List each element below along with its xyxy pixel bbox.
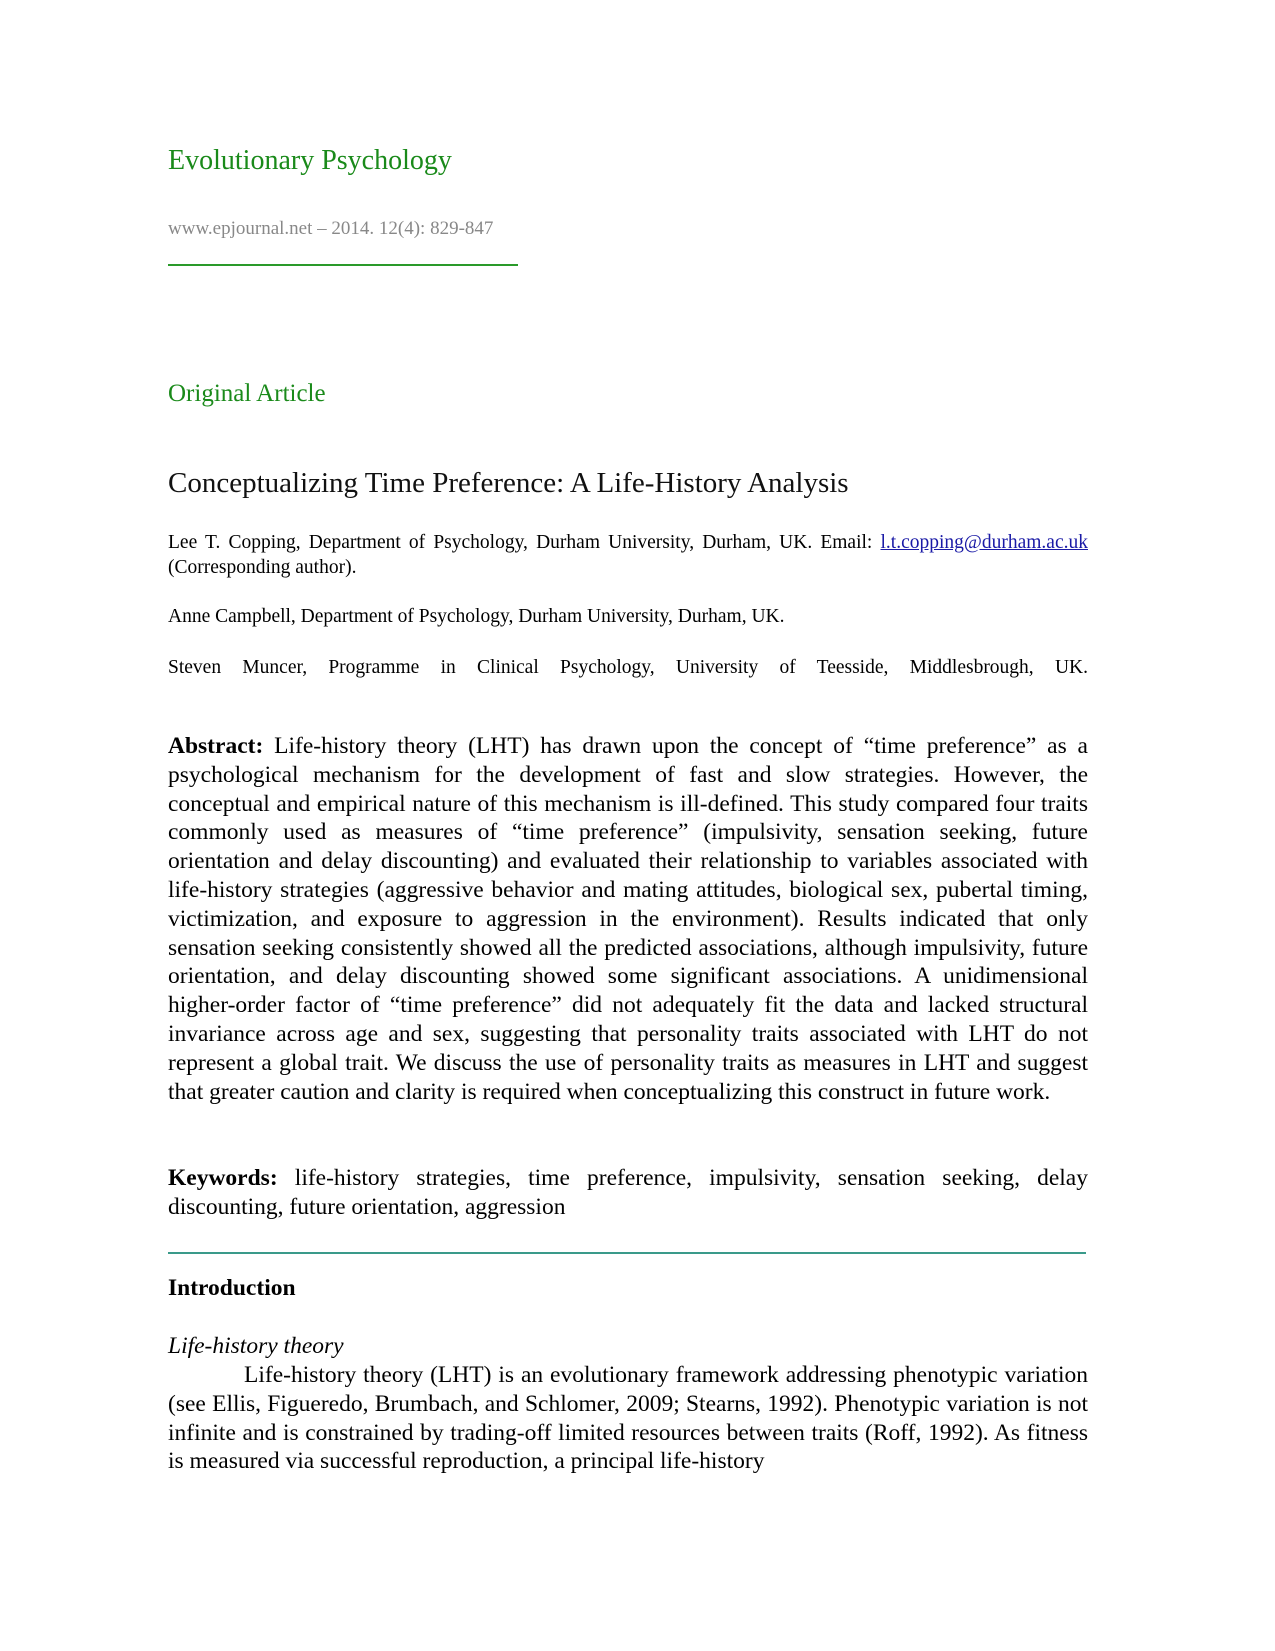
keywords-block (168, 1164, 1088, 1222)
header-divider (168, 264, 518, 266)
author-1-email-link[interactable]: l.t.copping@durham.ac.uk (880, 532, 1088, 553)
article-type-label: Original Article (168, 380, 326, 407)
journal-citation: www.epjournal.net – 2014. 12(4): 829-847 (168, 218, 494, 239)
keywords-label: Keywords: (168, 1165, 278, 1191)
introduction-paragraph: Life-history theory (LHT) is an evolutionary framework addressing phenotypic variation (see Ellis, Figueredo, Brumbach, and Schlomer, 2009; Stearns, 1992). Phenotypic variation is not infinite and is constrained by trading-off limited resources between traits (Roff, 1992). As fitness is measured via successful reproduction, a principal life-history (168, 1362, 1088, 1475)
author-affiliation-1 (168, 530, 1088, 580)
author-1-note: (Corresponding author). (168, 557, 357, 578)
abstract-text: Life-history theory (LHT) has drawn upon the concept of “time preference” as a psychological mechanism for the development of fast and slow strategies. However, the conceptual and empirical nature of this mechanism is ill-defined. This study compared four traits commonly used as measures of “time preference” (impulsivity, sensation seeking, future orientation and delay discounting) and evaluated their relationship to variables associated with life-history strategies (aggressive behavior and mating attitudes, biological sex, pubertal timing, victimization, and exposure to aggression in the environment). Results indicated that only sensation seeking consistently showed all the predicted associations, although impulsivity, future orientation, and delay discounting showed some significant associations. A unidimensional higher-order factor of “time preference” did not adequately fit the data and lacked structural invariance across age and sex, suggesting that personality traits associated with LHT do not represent a global trait. We discuss the use of personality traits as measures in LHT and suggest that greater caution and clarity is required when conceptualizing this construct in future work. (168, 733, 1088, 1105)
author-affiliation-2: Anne Campbell, Department of Psychology, Durham University, Durham, UK. (168, 606, 785, 627)
abstract-block (168, 732, 1088, 1106)
journal-title: Evolutionary Psychology (168, 145, 452, 176)
author-affiliation-3: Steven Muncer, Programme in Clinical Psychology, University of Teesside, Middlesbrough, UK. (168, 657, 1088, 678)
article-title: Conceptualizing Time Preference: A Life-History Analysis (168, 467, 849, 499)
author-1-text: Lee T. Copping, Department of Psychology, Durham University, Durham, UK. Email: (168, 532, 873, 553)
section-divider (168, 1252, 1086, 1254)
abstract-label: Abstract: (168, 733, 264, 759)
life-history-theory-subheading: Life-history theory (168, 1333, 344, 1359)
keywords-text: life-history strategies, time preference, impulsivity, sensation seeking, delay discounting, future orientation, aggression (168, 1165, 1088, 1220)
introduction-heading: Introduction (168, 1275, 296, 1301)
